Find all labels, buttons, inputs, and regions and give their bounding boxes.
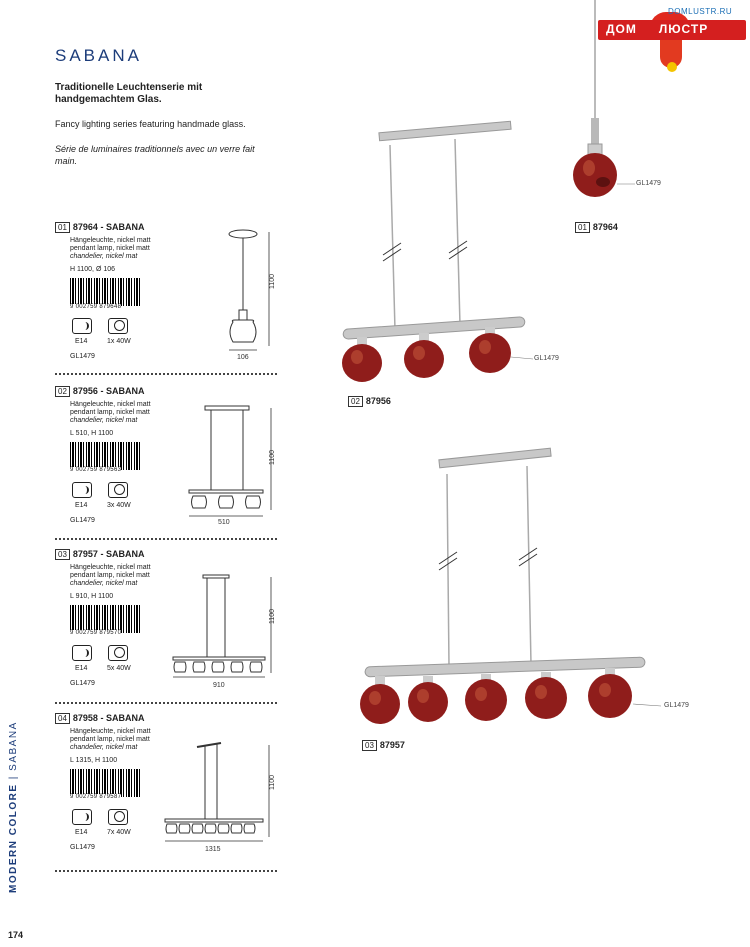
photo-index: 01: [575, 222, 590, 233]
product-dimensions: H 1100, Ø 106: [70, 266, 116, 273]
product-separator: -: [100, 713, 104, 723]
photo-code: 87957: [379, 740, 405, 750]
page-number: 174: [8, 930, 24, 940]
product-desc-fr: chandelier, nickel mat: [70, 580, 138, 587]
photo-code: 87964: [592, 222, 618, 232]
product-drawing-87958: [161, 741, 277, 851]
product-desc-fr: chandelier, nickel mat: [70, 417, 138, 424]
dimension-height: 1100: [269, 774, 277, 791]
photo-index: 02: [348, 396, 363, 407]
bulb-wattage: 3x 40W: [107, 502, 131, 509]
dimension-height: 1100: [269, 273, 277, 290]
product-separator: -: [100, 386, 104, 396]
dimension-width: 106: [237, 354, 249, 361]
photo-pendant-87956: [335, 115, 550, 390]
photo-glass-code: GL1479: [534, 355, 559, 362]
glass-code: GL1479: [70, 517, 95, 524]
barcode-number: 9 002759 879563: [70, 467, 122, 473]
product-drawing-87964: [215, 222, 277, 367]
dimension-height: 1100: [269, 449, 277, 466]
socket-icon: [72, 645, 92, 661]
logo-word-2: ЛЮСТР: [658, 22, 709, 36]
socket-type: E14: [75, 338, 88, 345]
series-description-fr: Série de luminaires traditionnels avec un verre fait main.: [55, 144, 255, 166]
product-dimensions: L 910, H 1100: [70, 593, 114, 600]
dimension-height: 1100: [269, 608, 277, 625]
socket-icon: [72, 318, 92, 334]
product-index: 01: [55, 222, 70, 233]
divider: [55, 538, 277, 540]
product-heading: [55, 713, 144, 724]
socket-type: E14: [75, 502, 88, 509]
collection-series: SABANA: [8, 721, 19, 771]
product-desc-de: Hängeleuchte, nickel matt: [70, 237, 151, 244]
product-name: SABANA: [105, 222, 145, 232]
barcode: [70, 442, 140, 470]
product-heading: [55, 386, 144, 397]
socket-type: E14: [75, 829, 88, 836]
product-entry-87958: [55, 713, 277, 858]
product-name: SABANA: [105, 549, 145, 559]
product-desc-de: Hängeleuchte, nickel matt: [70, 401, 151, 408]
dimension-width: 910: [213, 682, 225, 689]
collection-name: MODERN COLORE: [8, 783, 19, 893]
product-drawing-87957: [167, 573, 277, 683]
divider: [55, 373, 277, 375]
glass-code: GL1479: [70, 353, 95, 360]
product-index: 03: [55, 549, 70, 560]
photo-pendant-87957: [355, 440, 665, 730]
barcode-number: 9 002759 879648: [70, 304, 122, 310]
product-entry-87956: [55, 386, 277, 531]
product-desc-en: pendant lamp, nickel matt: [70, 572, 150, 579]
product-desc-de: Hängeleuchte, nickel matt: [70, 564, 151, 571]
socket-type: E14: [75, 665, 88, 672]
product-entry-87957: [55, 549, 277, 694]
product-code: 87956: [72, 386, 98, 396]
barcode-number: 9 002759 879570: [70, 630, 122, 636]
product-name: SABANA: [105, 386, 145, 396]
logo-word-1: ДОМ: [606, 22, 637, 36]
photo-code: 87956: [365, 396, 391, 406]
product-index: 04: [55, 713, 70, 724]
divider: [55, 870, 277, 872]
barcode-number: 9 002759 879587: [70, 794, 122, 800]
series-description-en: Fancy lighting series featuring handmade glass.: [55, 119, 246, 129]
product-code: 87957: [72, 549, 98, 559]
product-desc-de: Hängeleuchte, nickel matt: [70, 728, 151, 735]
dimension-width: 510: [218, 519, 230, 526]
photo-glass-code: GL1479: [664, 702, 689, 709]
product-separator: -: [100, 549, 104, 559]
bulb-wattage: 1x 40W: [107, 338, 131, 345]
socket-icon: [72, 809, 92, 825]
barcode: [70, 278, 140, 306]
product-dimensions: L 510, H 1100: [70, 430, 114, 437]
product-separator: -: [100, 222, 104, 232]
dimension-width: 1315: [205, 846, 221, 853]
series-title: SABANA: [55, 46, 142, 65]
barcode: [70, 605, 140, 633]
bulb-wattage: 7x 40W: [107, 829, 131, 836]
bulb-icon: [108, 482, 128, 498]
product-heading: [55, 222, 144, 233]
product-code: 87964: [72, 222, 98, 232]
series-description-de: Traditionelle Leuchtenserie mit handgemachtem Glas.: [55, 82, 203, 105]
product-name: SABANA: [105, 713, 145, 723]
photo-caption-87956: [348, 396, 391, 407]
bulb-icon: [108, 318, 128, 334]
collection-label: [8, 673, 19, 893]
product-entry-87964: [55, 222, 277, 367]
bulb-icon: [108, 809, 128, 825]
photo-index: 03: [362, 740, 377, 751]
product-dimensions: L 1315, H 1100: [70, 757, 118, 764]
product-desc-fr: chandelier, nickel mat: [70, 744, 138, 751]
glass-code: GL1479: [70, 680, 95, 687]
product-index: 02: [55, 386, 70, 397]
logo-url[interactable]: DOMLUSTR.RU: [668, 7, 733, 16]
photo-caption-87964: [575, 222, 618, 233]
photo-glass-code: GL1479: [636, 180, 661, 187]
collection-divider: |: [8, 775, 19, 780]
glass-code: GL1479: [70, 844, 95, 851]
product-desc-en: pendant lamp, nickel matt: [70, 736, 150, 743]
barcode: [70, 769, 140, 797]
product-heading: [55, 549, 144, 560]
product-desc-fr: chandelier, nickel mat: [70, 253, 138, 260]
photo-caption-87957: [362, 740, 405, 751]
product-desc-en: pendant lamp, nickel matt: [70, 409, 150, 416]
bulb-wattage: 5x 40W: [107, 665, 131, 672]
socket-icon: [72, 482, 92, 498]
product-desc-en: pendant lamp, nickel matt: [70, 245, 150, 252]
product-drawing-87956: [183, 404, 277, 524]
bulb-icon: [108, 645, 128, 661]
product-code: 87958: [72, 713, 98, 723]
divider: [55, 702, 277, 704]
